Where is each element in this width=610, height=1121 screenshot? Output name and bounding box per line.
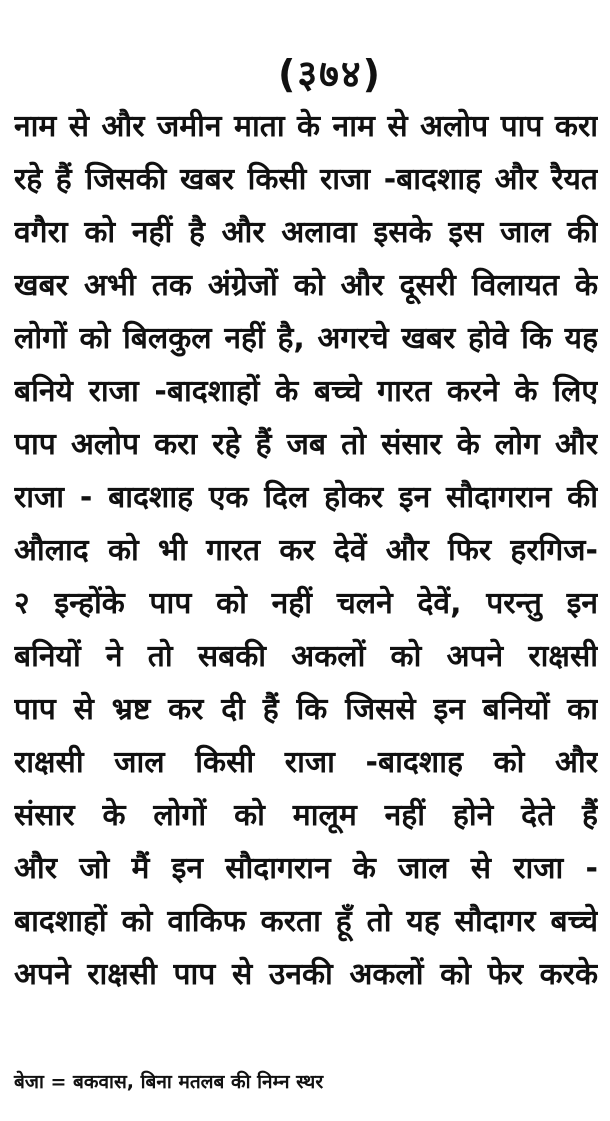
text-line: राक्षसी जाल किसी राजा -बादशाह को और bbox=[14, 745, 598, 780]
text-line: खबर अभी तक अंग्रेजों को और दूसरी विलायत के bbox=[14, 268, 598, 303]
text-line: और जो मैं इन सौदागरान के जाल से राजा - bbox=[14, 851, 598, 886]
text-line: वगैरा को नहीं है और अलावा इसके इस जाल की bbox=[14, 215, 598, 250]
text-line: रहे हैं जिसकी खबर किसी राजा -बादशाह और रैयत bbox=[14, 162, 598, 197]
text-line: नाम से और जमीन माता के नाम से अलोप पाप करा bbox=[14, 109, 598, 144]
text-line: बनियों ने तो सबकी अकलों को अपने राक्षसी bbox=[14, 639, 598, 674]
page-number: (३७४) bbox=[277, 52, 382, 96]
text-line: पाप से भ्रष्ट कर दी हैं कि जिससे इन बनियों का bbox=[14, 692, 598, 727]
text-line: बादशाहों को वाकिफ करता हूँ तो यह सौदागर बच्चे bbox=[14, 904, 598, 939]
text-line: बनिये राजा -बादशाहों के बच्चे गारत करने के लिए bbox=[14, 374, 598, 409]
text-line: २ इन्होंके पाप को नहीं चलने देवें, परन्तु इन bbox=[14, 586, 598, 621]
text-line: पाप अलोप करा रहे हैं जब तो संसार के लोग और bbox=[14, 427, 598, 462]
text-line: संसार के लोगों को मालूम नहीं होने देते हैं bbox=[14, 798, 598, 833]
text-line: लोगों को बिलकुल नहीं है, अगरचे खबर होवे कि यह bbox=[14, 321, 598, 356]
text-line: राजा - बादशाह एक दिल होकर इन सौदागरान की bbox=[14, 480, 598, 515]
text-line: औलाद को भी गारत कर देवें और फिर हरगिज- bbox=[14, 533, 598, 568]
body-text bbox=[14, 100, 598, 1001]
footnote: बेजा = बकवास, बिना मतलब की निम्न स्थर bbox=[14, 1071, 324, 1093]
text-line: अपने राक्षसी पाप से उनकी अकलों को फेर करके bbox=[14, 957, 598, 992]
